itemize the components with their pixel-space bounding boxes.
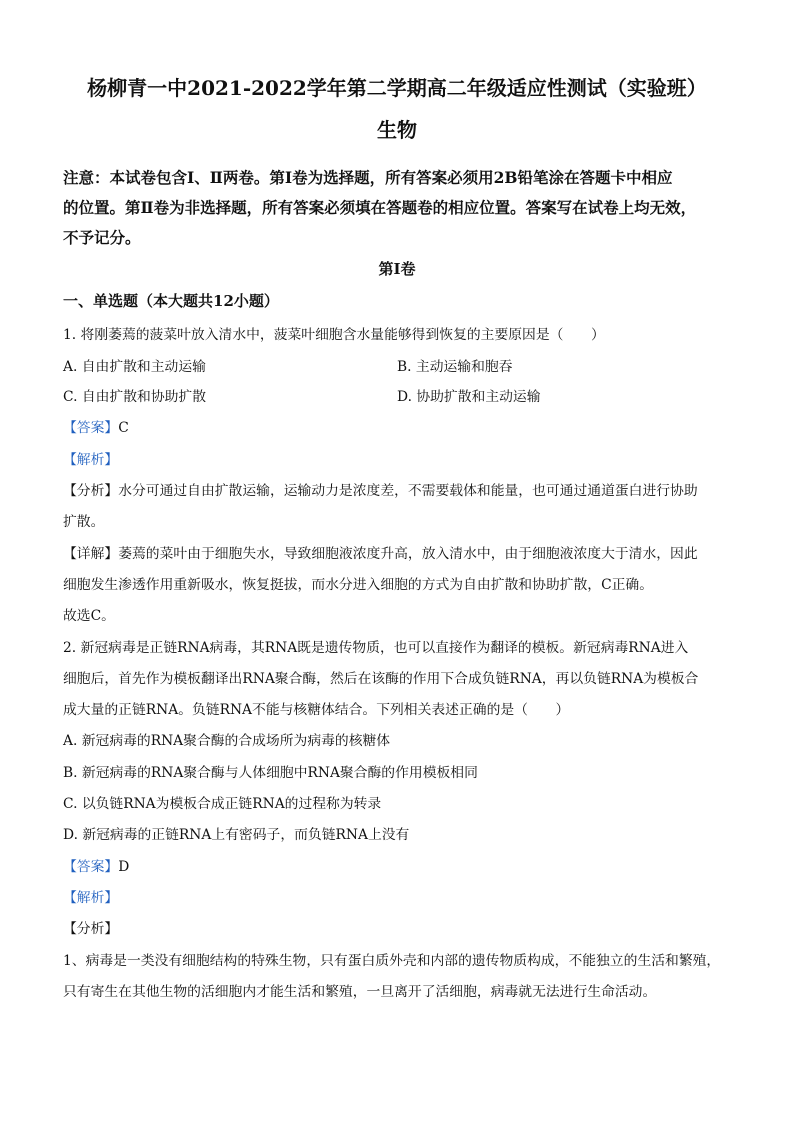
analysis-tag: 【分析】 (63, 483, 119, 499)
q1-option-d: D. 协助扩散和主动运输 (397, 389, 541, 405)
exam-notice (63, 163, 731, 253)
q1-answer (63, 416, 129, 436)
q1-analysis-text-1: 水分可通过自由扩散运输，运输动力是浓度差，不需要载体和能量，也可通过通道蛋白进行协助 (118, 483, 698, 499)
q2-analysis-line-1: 1、病毒是一类没有细胞结构的特殊生物，只有蛋白质外壳和内部的遗传物质构成，不能独立的生活和繁殖， (63, 953, 721, 969)
exam-subject: 生物 (377, 118, 417, 142)
q2-analysis-tag-line: 【分析】 (63, 921, 119, 937)
q1-detail-line-1 (63, 542, 698, 562)
answer-tag: 【答案】 (63, 859, 119, 875)
q2-option-b: B. 新冠病毒的RNA聚合酶与人体细胞中RNA聚合酶的作用模板相同 (63, 765, 478, 781)
q2-option-a: A. 新冠病毒的RNA聚合酶的合成场所为病毒的核糖体 (63, 733, 391, 749)
q1-stem: 1. 将刚萎蔫的菠菜叶放入清水中，菠菜叶细胞含水量能够得到恢复的主要原因是（ ） (63, 327, 605, 343)
q2-analysis-line-2: 只有寄生在其他生物的活细胞内才能生活和繁殖，一旦离开了活细胞，病毒就无法进行生命活动。 (63, 984, 657, 1000)
q1-analysis-line-1 (63, 479, 698, 499)
volume-title: 第Ⅰ卷 (378, 260, 416, 278)
q2-answer (63, 855, 129, 875)
notice-line-3: 不予记分。 (63, 228, 141, 247)
q1-detail-line-2: 细胞发生渗透作用重新吸水，恢复挺拔，而水分进入细胞的方式为自由扩散和协助扩散，C正确。 (63, 577, 654, 593)
q2-option-c: C. 以负链RNA为模板合成正链RNA的过程称为转录 (63, 796, 382, 812)
q1-detail-text-1: 萎蔫的菜叶由于细胞失水，导致细胞液浓度升高，放入清水中，由于细胞液浓度大于清水，因此 (118, 546, 698, 562)
q1-conclusion: 故选C。 (63, 608, 115, 624)
answer-tag: 【答案】 (63, 420, 119, 436)
q1-analysis-line-2: 扩散。 (63, 514, 105, 530)
q2-stem-line-3: 成大量的正链RNA。负链RNA不能与核糖体结合。下列相关表述正确的是（ ） (63, 702, 570, 718)
detail-tag: 【详解】 (63, 546, 119, 562)
notice-line-1: 注意：本试卷包含Ⅰ、Ⅱ两卷。第Ⅰ卷为选择题，所有答案必须用2B铅笔涂在答题卡中相应 (63, 168, 673, 187)
notice-line-2: 的位置。第Ⅱ卷为非选择题，所有答案必须填在答题卷的相应位置。答案写在试卷上均无效， (63, 198, 697, 217)
q1-answer-value: C (118, 420, 129, 436)
q2-stem-line-1: 2. 新冠病毒是正链RNA病毒，其RNA既是遗传物质，也可以直接作为翻译的模板。新冠病毒RNA进入 (63, 640, 689, 656)
exam-title: 杨柳青一中2021-2022学年第二学期高二年级适应性测试（实验班） (87, 76, 707, 100)
q2-answer-value: D (118, 859, 130, 875)
q1-option-a: A. 自由扩散和主动运输 (63, 359, 206, 375)
q1-option-c: C. 自由扩散和协助扩散 (63, 389, 207, 405)
q2-stem-line-2: 细胞后，首先作为模板翻译出RNA聚合酶，然后在该酶的作用下合成负链RNA，再以负链RNA为模板合 (63, 671, 699, 687)
q2-analysis-head: 【解析】 (63, 890, 119, 906)
q2-option-d: D. 新冠病毒的正链RNA上有密码子，而负链RNA上没有 (63, 827, 410, 843)
q1-analysis-head: 【解析】 (63, 452, 119, 468)
q1-option-b: B. 主动运输和胞吞 (397, 359, 513, 375)
part-title: 一、单选题（本大题共12小题） (63, 292, 279, 310)
